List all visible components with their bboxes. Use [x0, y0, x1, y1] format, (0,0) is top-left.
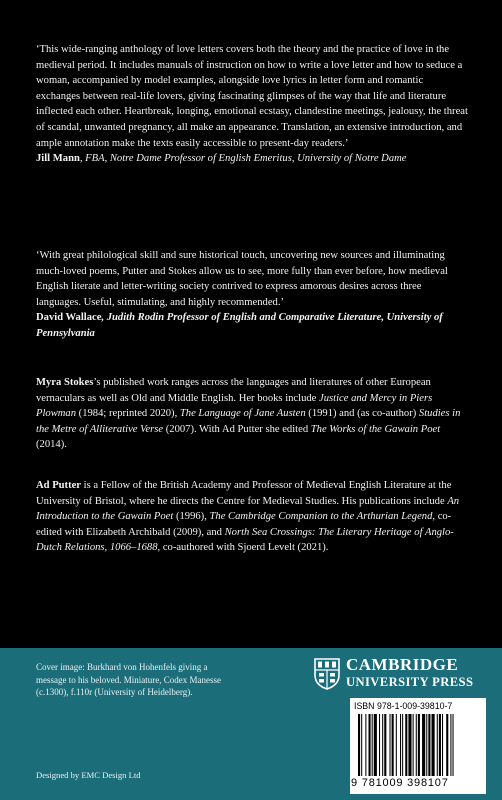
barcode-bar — [365, 714, 366, 776]
barcode-bar — [392, 714, 394, 776]
isbn-label: ISBN 978-1-009-39810-7 — [354, 701, 453, 711]
bio-segment: ’s published work ranges across the languages and literatures of other European vernaculars as well as Old and Middle English. Her books include — [36, 377, 431, 404]
author-bio-stokes — [36, 375, 468, 453]
barcode-bar — [400, 714, 401, 776]
barcode-bar — [432, 714, 435, 776]
bio-name: Myra Stokes — [36, 377, 94, 388]
book-title: North Sea Crossings: The Literary Heritage of Anglo-Dutch Relations, 1066–1688 — [36, 526, 454, 554]
barcode-bar — [442, 714, 443, 776]
bio-text — [36, 375, 468, 453]
bio-name: Ad Putter — [36, 480, 82, 491]
book-title: The Works of the Gawain Poet — [310, 423, 441, 435]
quote-author: David Wallace — [36, 312, 102, 324]
barcode-bar — [426, 714, 427, 776]
bio-segment: (1996), — [173, 511, 210, 523]
logo-press: UNIVERSITY PRESS — [346, 675, 474, 689]
designer-credit: Designed by EMC Design Ltd — [36, 770, 141, 780]
barcode-bar — [384, 714, 386, 776]
barcode-bar — [428, 714, 430, 776]
barcode-bar — [418, 714, 420, 776]
barcode-bar — [422, 714, 425, 776]
barcode-bar — [396, 714, 397, 776]
footer-band — [0, 648, 502, 800]
barcode-bar — [374, 714, 377, 776]
barcode-bar — [361, 714, 362, 776]
barcode-bar — [358, 714, 360, 776]
barcode-bar — [379, 714, 380, 776]
barcode-bar — [369, 714, 371, 776]
quote-attribution — [36, 151, 468, 167]
bio-segment: is a Fellow of the British Academy and Professor of Medieval English Literature at the University of Bristol, where he directs the Centre for Medieval Studies. His publications include — [36, 480, 452, 507]
barcode-bar — [437, 714, 438, 776]
barcode-bar — [416, 714, 417, 776]
barcode-bar — [450, 714, 451, 776]
cover-image-credit: Cover image: Burkhard von Hohenfels giving a message to his beloved. Miniature, Codex Manesse (c.1300), f.110r (University of Heidelberg). — [36, 662, 221, 698]
quote-author-title: , Judith Rodin Professor of English and Comparative Literature, University of Pennsylvania — [36, 312, 443, 339]
book-title: Justice and Mercy in Piers Plowman — [36, 392, 433, 420]
quote-author-title: , FBA, Notre Dame Professor of English Emeritus, University of Notre Dame — [79, 153, 407, 165]
bio-segment: (1984; reprinted 2020), — [76, 408, 180, 420]
bio-segment: (2007). With Ad Putter she edited — [163, 423, 311, 435]
endorsement-quote-1 — [36, 42, 468, 167]
book-title: The Language of Jane Austen — [179, 408, 306, 420]
barcode-bar — [453, 714, 454, 776]
logo-name: CAMBRIDGE — [346, 655, 459, 674]
endorsement-quote-2 — [36, 248, 468, 342]
barcode-bar — [408, 714, 411, 776]
shield-icon — [314, 658, 340, 690]
quote-author: Jill Mann — [36, 153, 80, 165]
book-title: Studies in the Metre of Alliterative Verse — [36, 408, 461, 435]
bio-segment: , co-edited with Elizabeth Archibald (2009), and — [36, 511, 452, 538]
bio-text — [36, 478, 468, 556]
barcode-digits: 9 781009 398107 — [351, 777, 449, 789]
bio-segment: , co-authored with Sjoerd Levelt (2021). — [157, 542, 329, 554]
barcode-bar — [439, 714, 441, 776]
author-bio-putter — [36, 478, 468, 556]
cambridge-logo — [314, 656, 484, 692]
bio-segment: (1991) and (as co-author) — [305, 408, 419, 420]
barcode-bar — [413, 714, 414, 776]
quote-text: ‘With great philological skill and sure historical touch, uncovering new sources and illuminating much-loved poems, Putter and Stokes allow us to see, more fully than ever before, how medieval English literate and letter-writing society contrived to express amorous desires across three languages. Useful, stimulating, and highly recommended.’ — [36, 250, 448, 308]
barcode-bar — [402, 714, 403, 776]
isbn-barcode — [350, 698, 486, 794]
bio-segment: (2014). — [36, 439, 67, 451]
barcode-bar — [446, 714, 448, 776]
barcode-bars — [358, 714, 482, 776]
barcode-bar — [405, 714, 407, 776]
quote-text: ‘This wide-ranging anthology of love letters covers both the theory and the practice of love in the medieval period. It includes manuals of instruction on how to write a love letter and how to seduce a woman, accompanied by model examples, alongside love lyrics in letter form and romantic exchanges between real-life lovers, giving fascinating glimpses of the way that life and literature inflected each other. Heartbreak, longing, emotional ecstasy, clandestine meetings, jealousy, the threat of scandal, unwanted pregnancy, all make an appearance. Translation, an extensive introduction, and ample annotation make the texts easily accessible to present-day readers.’ — [36, 44, 468, 149]
barcode-bar — [390, 714, 391, 776]
quote-attribution — [36, 310, 468, 341]
barcode-bar — [382, 714, 383, 776]
book-title: The Cambridge Companion to the Arthurian Legend — [209, 511, 433, 523]
barcode-bar — [372, 714, 373, 776]
book-title: An Introduction to the Gawain Poet — [36, 495, 460, 523]
